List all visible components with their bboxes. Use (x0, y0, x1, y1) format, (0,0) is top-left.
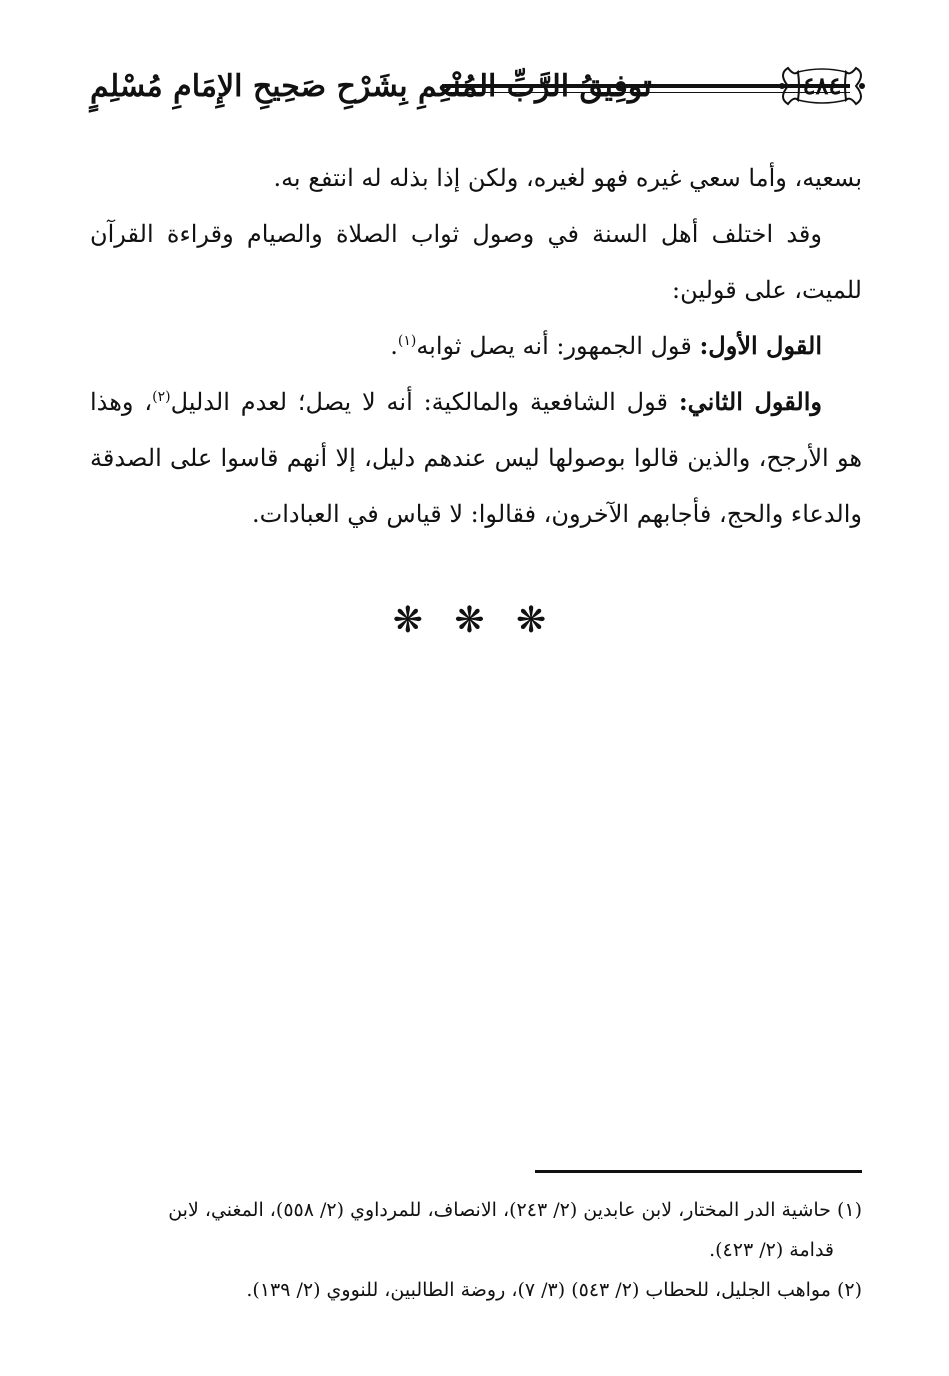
main-text (90, 150, 862, 542)
footnote-1: (١) حاشية الدر المختار، لابن عابدين (٢/ ٢٤٣)، الانصاف، للمرداوي (٢/ ٥٥٨)، المغني، لابن (168, 1199, 862, 1221)
first-opinion-heading: القول الأول: (699, 331, 822, 360)
second-opinion-rest: ، وهذا هو الأرجح، والذين قالوا بوصولها ليس عندهم دليل، إلا أنهم قاسوا على الصدقة والدعاء والحج، فأجابهم الآخرون، فقالوا: لا قياس في العبادات. (90, 388, 862, 528)
running-title: توفِيقُ الرَّبِّ المُنْعِمِ بِشَرْحِ صَحِيحِ الإِمَامِ مُسْلِمٍ (90, 69, 652, 104)
paragraph-first-opinion (90, 318, 862, 374)
footnote-ref-1[interactable]: (١) (397, 333, 417, 349)
footnote-2: (٢) مواهب الجليل، للحطاب (٢/ ٥٤٣) (٣/ ٧)، روضة الطالبين، للنووي (٢/ ١٣٩). (246, 1279, 862, 1301)
page-number: ٤٨٤ (802, 71, 842, 100)
paragraph-continuation: بسعيه، وأما سعي غيره فهو لغيره، ولكن إذا بذله له انتفع به. (273, 164, 862, 192)
first-opinion-text: قول الجمهور: أنه يصل ثوابه (416, 332, 692, 360)
footnote-1-continuation: قدامة (٢/ ٤٢٣). (709, 1239, 834, 1261)
footnote-ref-2[interactable]: (٢) (152, 389, 171, 405)
footnotes (90, 1190, 862, 1310)
page-header (90, 62, 870, 112)
section-separator: ❋ ❋ ❋ (392, 600, 557, 641)
paragraph-disagreement: وقد اختلف أهل السنة في وصول ثواب الصلاة والصيام وقراءة القرآن للميت، على قولين: (90, 220, 862, 304)
first-opinion-end: . (390, 332, 398, 360)
second-opinion-heading: والقول الثاني: (678, 387, 822, 416)
page-number-badge (774, 64, 870, 108)
paragraph-second-opinion (90, 374, 862, 542)
second-opinion-text: قول الشافعية والمالكية: أنه لا يصل؛ لعدم الدليل (170, 388, 668, 416)
footnote-rule (535, 1170, 862, 1173)
